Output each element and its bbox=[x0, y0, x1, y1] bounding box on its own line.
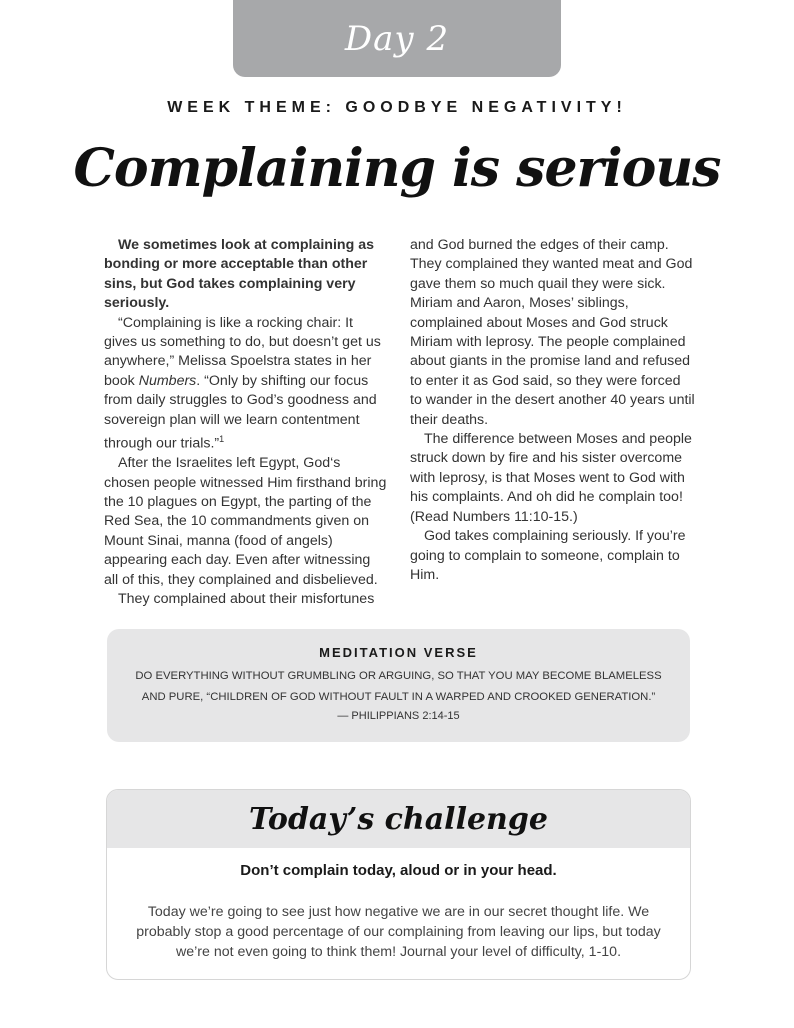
verse-line-2: AND PURE, “CHILDREN OF GOD WITHOUT FAULT IN A WARPED AND CROOKED GENERATION.” bbox=[141, 691, 656, 703]
verse-line-1: DO EVERYTHING WITHOUT GRUMBLING OR ARGUING, SO THAT YOU MAY BECOME BLAMELESS bbox=[135, 670, 662, 682]
challenge-instruction: Don’t complain today, aloud or in your head. bbox=[240, 862, 557, 879]
challenge-box bbox=[106, 789, 691, 980]
verse-text bbox=[107, 666, 690, 708]
israelites-paragraph: After the Israelites left Egypt, God‘s chosen people witnessed Him firsthand bring the 10 plagues on Egypt, the parting of the Red Sea, the 10 commandments given on Mount Sinai, manna (food of angels) appearing each day. Even after witnessing all of this, they complained and disbelieved. bbox=[104, 455, 387, 588]
book-title: Numbers bbox=[138, 372, 197, 389]
verse-reference: — PHILIPPIANS 2:14-15 bbox=[337, 710, 460, 722]
moses-paragraph: The difference between Moses and people struck down by fire and his sister overcome with leprosy, is that Moses went to God with his complaints. And oh did he complain too! (Read Numbers 11:10-15.) bbox=[410, 431, 692, 525]
day-tab bbox=[233, 0, 561, 77]
quote-text-part2: . “Only by shifting our focus from daily struggles to God’s goodness and sovereign plan will we learn contentment through our trials.” bbox=[104, 372, 377, 452]
article-column-right bbox=[410, 236, 696, 585]
quote-text-part1: “Complaining is like a rocking chair: It gives us something to do, but doesn’t get us anywhere,” Melissa Spoelstra states in her book bbox=[104, 314, 381, 389]
conclusion-paragraph: God takes complaining seriously. If you’re going to complain to someone, complain to Him. bbox=[410, 528, 686, 583]
article-column-left bbox=[104, 236, 388, 609]
meditation-verse-box bbox=[107, 629, 690, 742]
challenge-header bbox=[107, 790, 690, 848]
footnote-marker: 1 bbox=[219, 434, 225, 445]
quote-paragraph bbox=[104, 314, 388, 455]
lead-paragraph: We sometimes look at complaining as bonding or more acceptable than other sins, but God takes complaining very seriously. bbox=[104, 237, 374, 312]
week-theme: WEEK THEME: GOODBYE NEGATIVITY! bbox=[167, 99, 627, 116]
misfortunes-paragraph-start: They complained about their misfortunes bbox=[118, 591, 375, 608]
day-label: Day 2 bbox=[344, 18, 450, 59]
challenge-body: Today we’re going to see just how negative we are in our secret thought life. We probably stop a good percentage of our complaining from leaving our lips, but today we’re not even going to think them! Journal your level of difficulty, 1-10. bbox=[136, 904, 661, 960]
misfortunes-paragraph-cont: and God burned the edges of their camp. They complained they wanted meat and God gave them so much quail they were sick. Miriam and Aaron, Moses’ siblings, complained about Moses and God struck Miriam with leprosy. The people complained about giants in the promise land and refused to enter it as God said, so they were forced to wander in the desert another 40 years until their deaths. bbox=[410, 237, 695, 428]
challenge-heading: Today’s challenge bbox=[249, 801, 548, 837]
meditation-heading: MEDITATION VERSE bbox=[319, 645, 478, 660]
page-title: Complaining is serious bbox=[73, 138, 721, 199]
